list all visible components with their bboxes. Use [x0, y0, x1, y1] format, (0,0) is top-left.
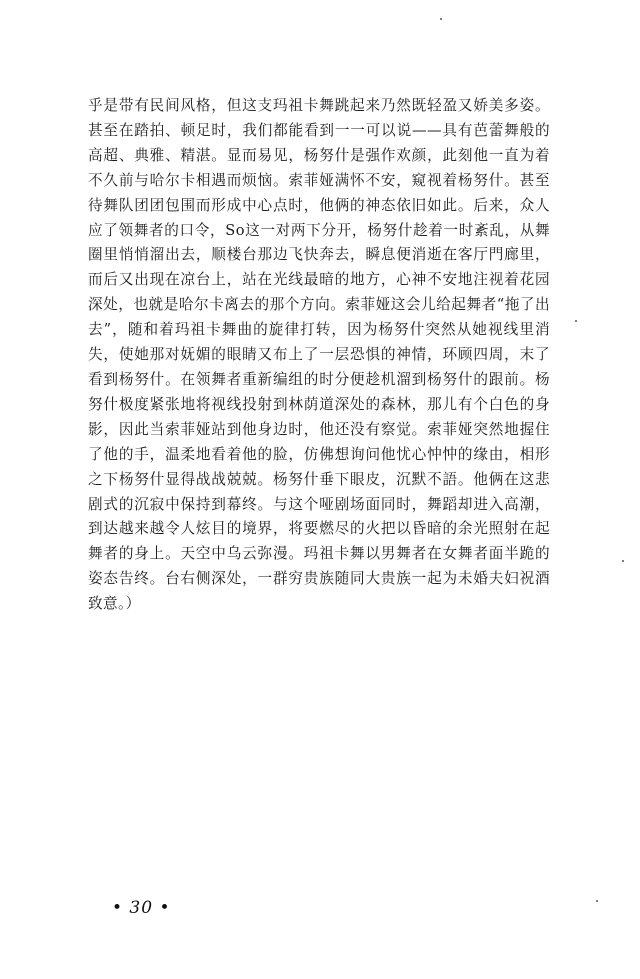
scan-speck — [575, 320, 577, 322]
body-text — [88, 94, 550, 617]
scan-speck — [622, 560, 624, 562]
scan-speck — [440, 18, 442, 20]
page-number: • 30 • — [112, 898, 171, 918]
scan-speck — [596, 900, 598, 902]
paragraph: 乎是带有民间风格，但这支玛祖卡舞跳起来乃然既轻盈又娇美多姿。甚至在踏拍、顿足时，我们都能看到一一可以说——具有芭蕾舞般的高超、典雅、精湛。显而易见，杨努什是强作欢颜，此刻他一直为着不久前与哈尔卡相遇而烦恼。索菲娅满怀不安，窥视着杨努什。甚至待舞队团团包围而形成中心点时，他俩的神态依旧如此。后来，众人应了领舞者的口令，So这一对两下分开，杨努什趁着一时紊乱，从舞圈里悄悄溜出去，顺楼台那边飞快奔去，瞬息便消逝在客厅門廊里，而后又出现在凉台上，站在光线最暗的地方，心神不安地注视着花园深处，也就是哈尔卡离去的那个方向。索菲娅这会儿给起舞者“拖了出去”，随和着玛祖卡舞曲的旋律打转，因为杨努什突然从她视线里消失，使她那对妩媚的眼睛又布上了一层恐惧的神情，环顾四周，末了看到杨努什。在领舞者重新编组的时分便趁机溜到杨努什的跟前。杨努什极度紧张地将视线投射到林荫道深处的森林，那儿有个白色的身影，因此当索菲娅站到他身边时，他还没有察觉。索菲娅突然地握住了他的手，温柔地看着他的脸，仿佛想询问他忧心忡忡的缘由，相形之下杨努什显得战战兢兢。杨努什垂下眼皮，沉默不語。他俩在这悲剧式的沉寂中保持到幕终。与这个哑剧场面同时，舞蹈却进入高潮，到达越来越令人炫目的境界，将要燃尽的火把以昏暗的余光照射在起舞者的身上。天空中乌云弥漫。玛祖卡舞以男舞者在女舞者面半跪的姿态告终。台右侧深处，一群穷贵族随同大贵族一起为未婚夫妇祝酒致意。） — [88, 97, 550, 613]
